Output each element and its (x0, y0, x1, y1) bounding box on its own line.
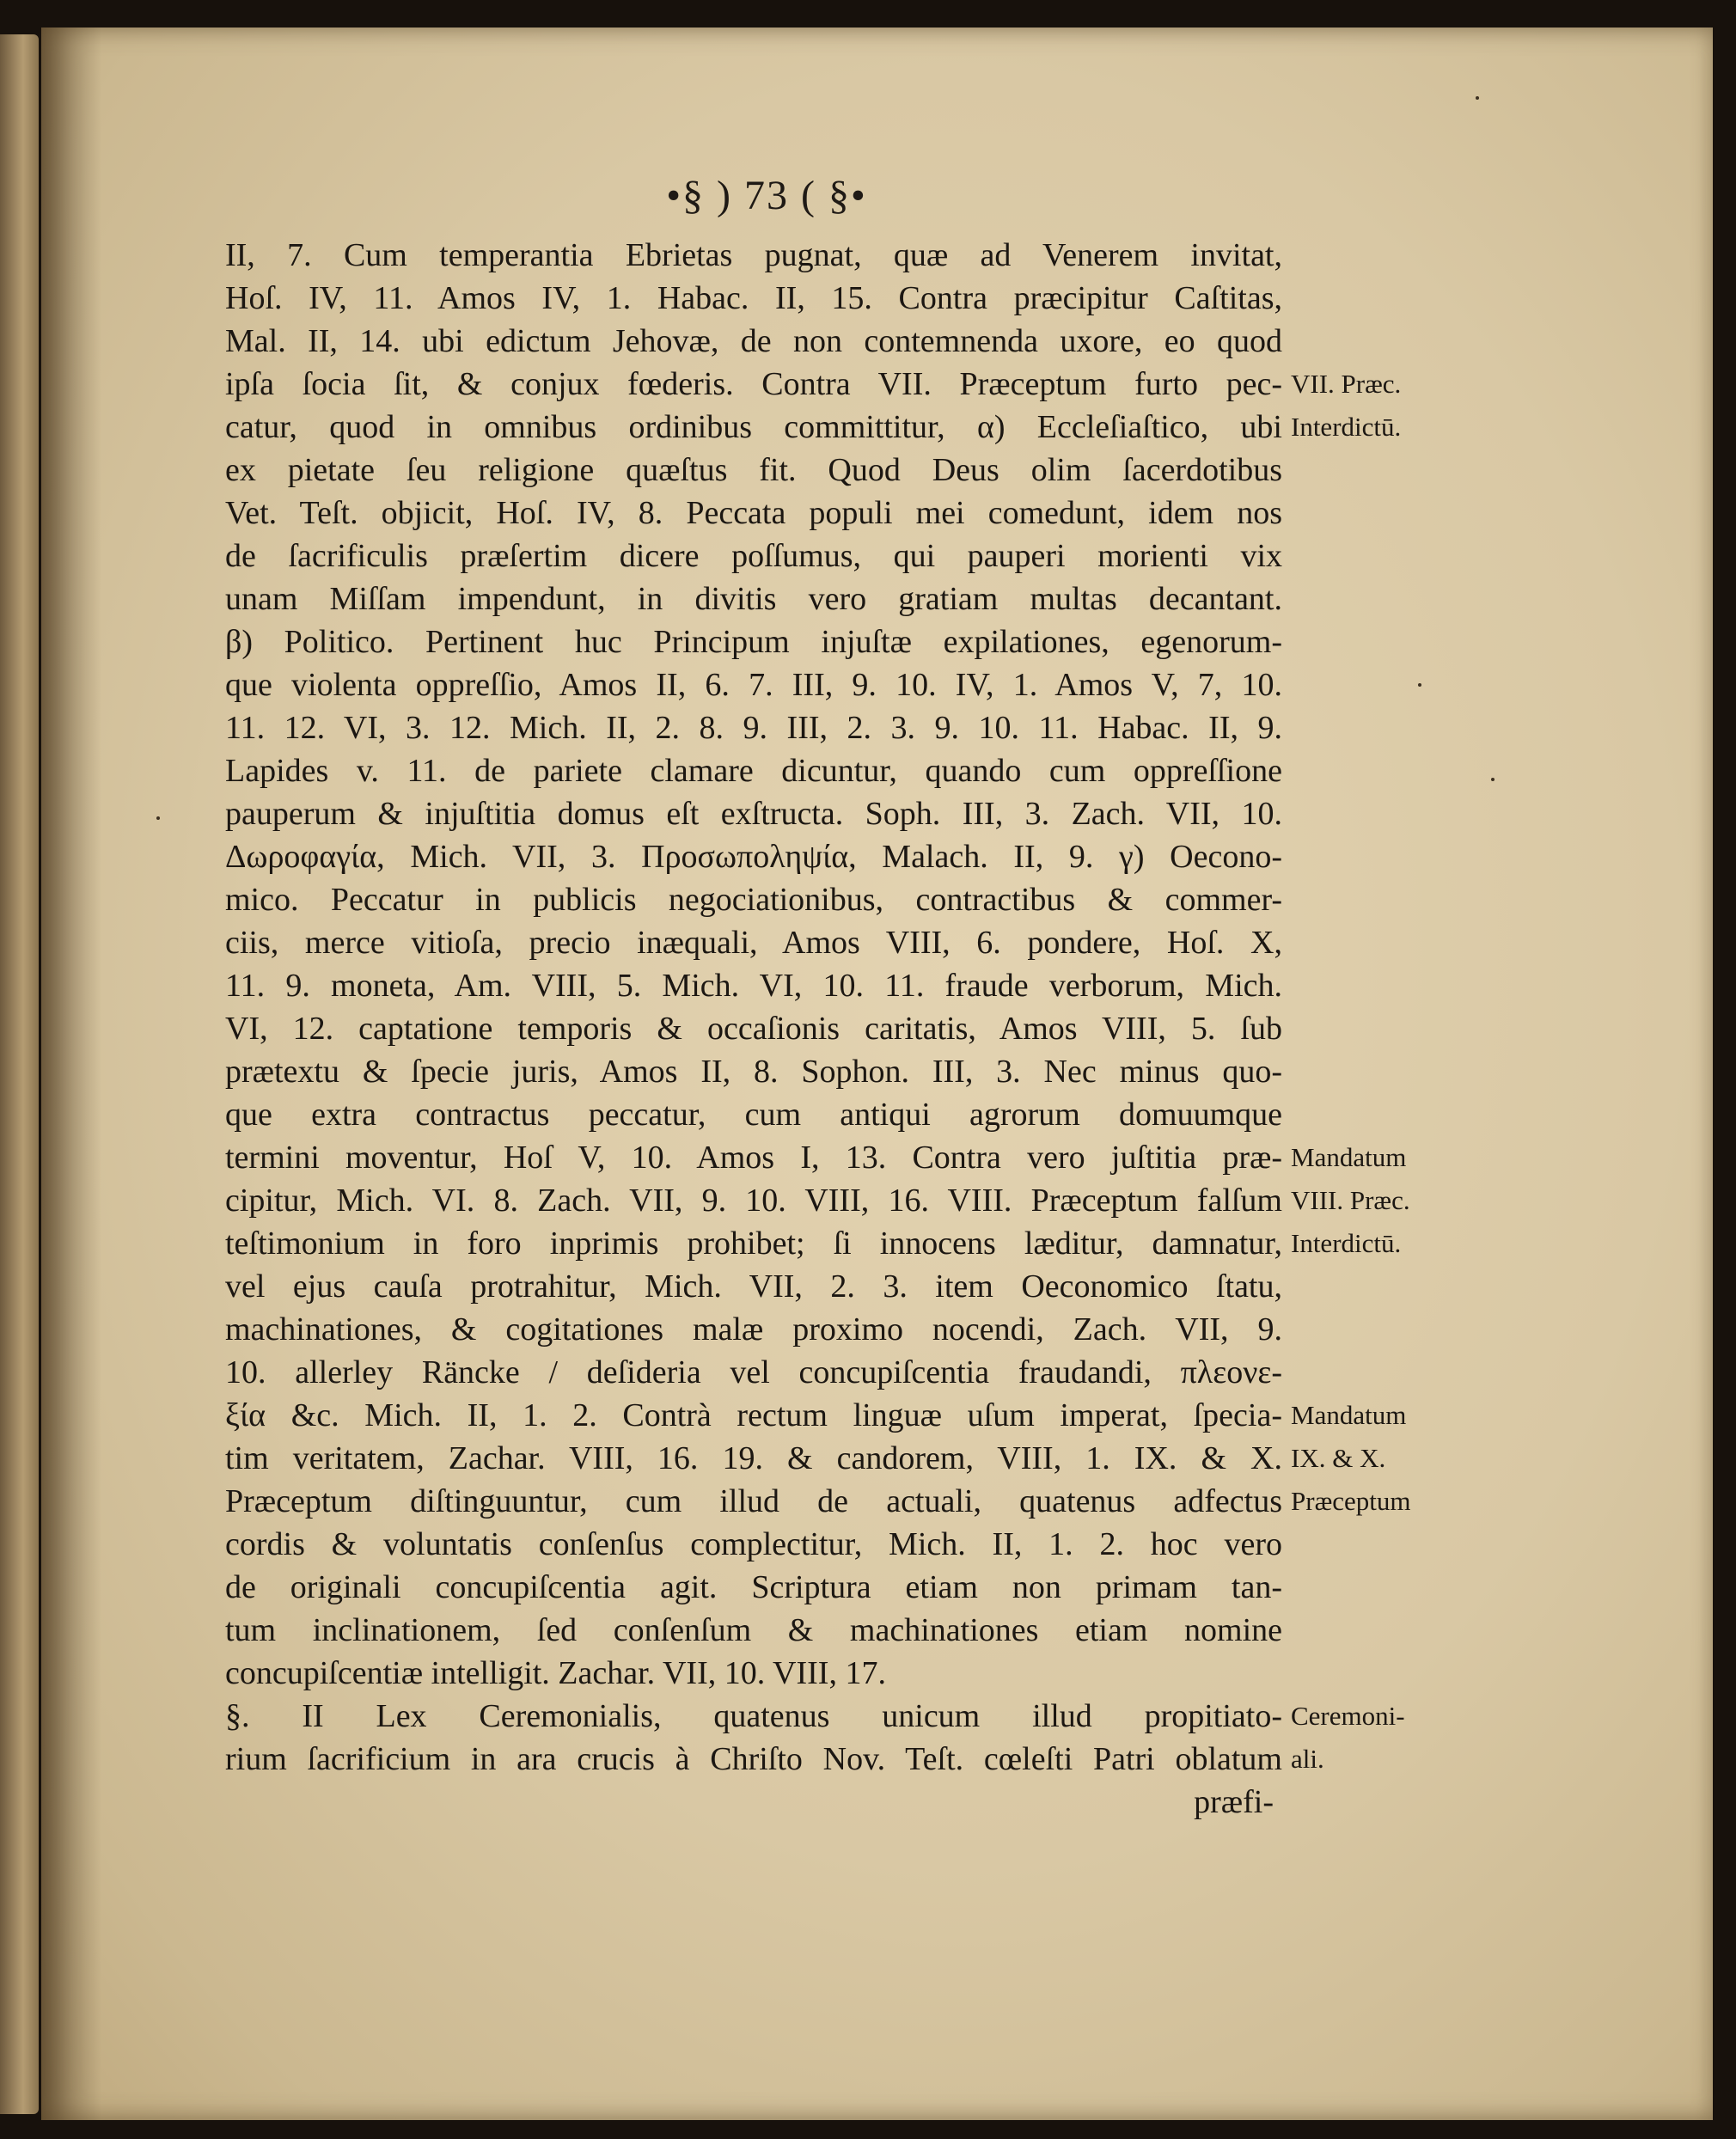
text-line: catur, quod in omnibus ordinibus committitur, α) Eccleſiaſtico, ubi (225, 409, 1282, 445)
text-line: cipitur, Mich. VI. 8. Zach. VII, 9. 10. VIII, 16. VIII. Præceptum falſum (225, 1183, 1282, 1219)
text-line: ξία &c. Mich. II, 1. 2. Contrà rectum linguæ uſum imperat, ſpecia- (225, 1397, 1282, 1433)
text-line: cordis & voluntatis conſenſus complectitur, Mich. II, 1. 2. hoc vero (225, 1526, 1282, 1562)
text-line: de originali concupiſcentia agit. Scriptura etiam non primam tan- (225, 1569, 1282, 1605)
margin-note: IX. & X. (1291, 1443, 1386, 1473)
text-line: Mal. II, 14. ubi edictum Jehovæ, de non contemnenda uxore, eo quod (225, 323, 1282, 359)
text-line: que extra contractus peccatur, cum antiqui agrorum domuumque (225, 1097, 1282, 1133)
text-line: 11. 9. moneta, Am. VIII, 5. Mich. VI, 10. 11. fraude verborum, Mich. (225, 968, 1282, 1004)
text-line: Hoſ. IV, 11. Amos IV, 1. Habac. II, 15. Contra præcipitur Caſtitas, (225, 280, 1282, 316)
text-line: concupiſcentiæ intelligit. Zachar. VII, 10. VIII, 17. (225, 1655, 886, 1691)
text-line: 10. allerley Räncke / deſideria vel concupiſcentia fraudandi, πλεονε- (225, 1354, 1282, 1390)
text-line: que violenta oppreſſio, Amos II, 6. 7. III, 9. 10. IV, 1. Amos V, 7, 10. (225, 667, 1282, 703)
text-line: tim veritatem, Zachar. VIII, 16. 19. & candorem, VIII, 1. IX. & X. (225, 1440, 1282, 1476)
text-line: Vet. Teſt. objicit, Hoſ. IV, 8. Peccata populi mei comedunt, idem nos (225, 495, 1282, 531)
paper-speck (1491, 778, 1495, 781)
page-header: •§ ) 73 ( §• (666, 173, 867, 218)
text-line: termini moventur, Hoſ V, 10. Amos I, 13. Contra vero juſtitia præ- (225, 1140, 1282, 1176)
text-line: unam Miſſam impendunt, in divitis vero gratiam multas decantant. (225, 581, 1282, 617)
text-line: VI, 12. captatione temporis & occaſionis caritatis, Amos VIII, 5. ſub (225, 1011, 1282, 1047)
text-line: præfi- (1194, 1784, 1274, 1820)
margin-note: Interdictū. (1291, 1228, 1402, 1258)
margin-note: Ceremoni- (1291, 1701, 1405, 1731)
paper-speck (1476, 96, 1479, 100)
body-text (225, 234, 1282, 1824)
text-line: mico. Peccatur in publicis negociationibus, contractibus & commer- (225, 882, 1282, 918)
text-line: II, 7. Cum temperantia Ebrietas pugnat, quæ ad Venerem invitat, (225, 237, 1282, 273)
text-line: 11. 12. VI, 3. 12. Mich. II, 2. 8. 9. III, 2. 3. 9. 10. 11. Habac. II, 9. (225, 710, 1282, 746)
text-line: pauperum & injuſtitia domus eſt exſtructa. Soph. III, 3. Zach. VII, 10. (225, 796, 1282, 832)
text-line: Lapides v. 11. de pariete clamare dicuntur, quando cum oppreſſione (225, 753, 1282, 789)
text-line: Præceptum diſtinguuntur, cum illud de actuali, quatenus adfectus (225, 1483, 1282, 1519)
text-line: ipſa ſocia ſit, & conjux fœderis. Contra VII. Præceptum furto pec- (225, 366, 1282, 402)
text-line: teſtimonium in foro inprimis prohibet; ſi innocens læditur, damnatur, (225, 1225, 1282, 1262)
text-line: tum inclinationem, ſed conſenſum & machinationes etiam nomine (225, 1612, 1282, 1648)
margin-note: ali. (1291, 1744, 1324, 1774)
text-line: β) Politico. Pertinent huc Principum injuſtæ expilationes, egenorum- (225, 624, 1282, 660)
text-line: §. II Lex Ceremonialis, quatenus unicum illud propitiato- (225, 1698, 1282, 1734)
text-line: ciis, merce vitioſa, precio inæquali, Amos VIII, 6. pondere, Hoſ. X, (225, 925, 1282, 961)
text-line: de ſacrificulis præſertim dicere poſſumus, qui pauperi morienti vix (225, 538, 1282, 574)
margin-note: Præceptum (1291, 1486, 1411, 1516)
margin-note: VII. Præc. (1291, 369, 1402, 399)
margin-note: Mandatum (1291, 1400, 1407, 1430)
text-line: machinationes, & cogitationes malæ proximo nocendi, Zach. VII, 9. (225, 1311, 1282, 1348)
text-line: rium ſacrificium in ara crucis à Chriſto Nov. Teſt. cœleſti Patri oblatum (225, 1741, 1282, 1777)
margin-note: Mandatum (1291, 1142, 1407, 1172)
text-line: prætextu & ſpecie juris, Amos II, 8. Sophon. III, 3. Nec minus quo- (225, 1054, 1282, 1090)
paper-speck (156, 816, 160, 820)
gutter-shadow (41, 28, 101, 2120)
paper-speck (1418, 683, 1421, 687)
text-line: vel ejus cauſa protrahitur, Mich. VII, 2. 3. item Oeconomico ſtatu, (225, 1268, 1282, 1305)
margin-note: VIII. Præc. (1291, 1185, 1410, 1215)
left-page-edge (0, 34, 39, 2114)
margin-note: Interdictū. (1291, 412, 1402, 442)
text-line: Δωροφαγία, Mich. VII, 3. Προσωποληψία, Malach. II, 9. γ) Oecono- (225, 839, 1282, 875)
text-line: ex pietate ſeu religione quæſtus fit. Quod Deus olim ſacerdotibus (225, 452, 1282, 488)
